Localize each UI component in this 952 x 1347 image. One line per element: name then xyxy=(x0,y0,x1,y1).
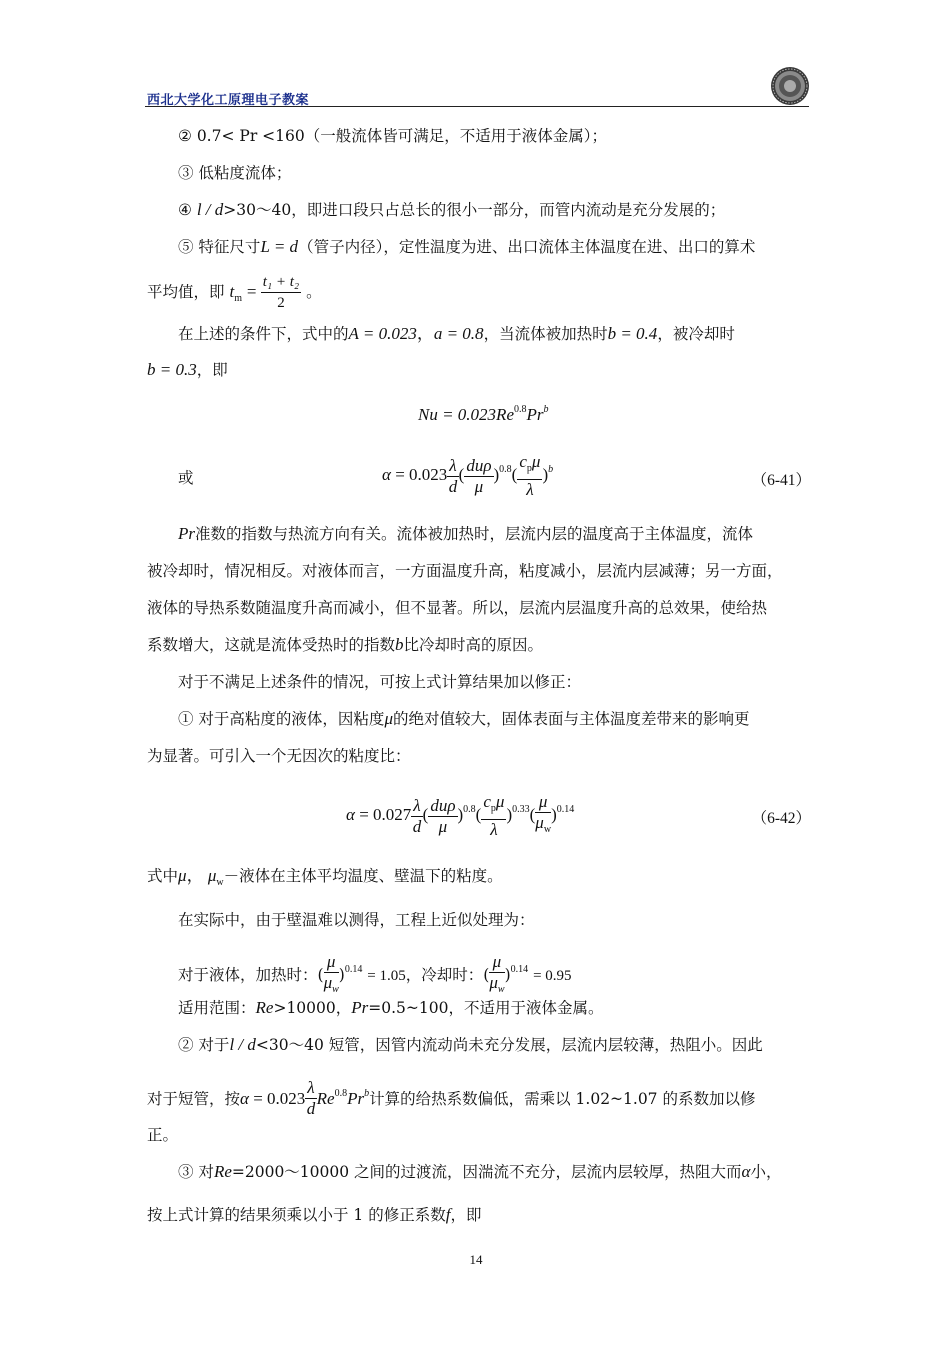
correction-1-b: 为显著。可引入一个无因次的粘度比： xyxy=(147,747,411,765)
header-title: 西北大学化工原理电子教案 xyxy=(147,93,310,108)
para-pr-2: 被冷却时，情况相反。对液体而言，一方面温度升高，粘度减小，层流内层减薄；另一方面， xyxy=(147,562,783,580)
page-number: 14 xyxy=(469,1252,483,1267)
equation-number-6-41: （6-41） xyxy=(751,472,811,489)
range-line: 适用范围：Re>10000，Pr=0.5~100，不适用于液体金属。 xyxy=(178,998,604,1017)
para-pr-1: Pr准数的指数与热流方向有关。流体被加热时，层流内层的温度高于主体温度，流体 xyxy=(178,524,754,543)
liquid-approx-line: 对于液体，加热时：( $\frac{\mu}{\mu_w}$ )$^{0.14}$ = 1.05，冷却时：( $\frac{\mu}{\mu_w}$ )$^{0.14}$ = 0.95 xyxy=(178,952,572,995)
nu-equation: $Nu = 0.023Re^{0.8}Pr^b$ xyxy=(418,404,549,424)
para-pr-3: 液体的导热系数随温度升高而减小，但不显著。所以，层流内层温度升高的总效果，使给热 xyxy=(147,599,768,617)
correction-3-a: ③ 对Re=2000～10000 之间的过渡流，因湍流不充分，层流内层较厚，热阻大而α小， xyxy=(178,1162,782,1181)
alpha-equation-6-41: α = 0.023 $\frac{\lambda}{d}$ ( $\frac{\text{duρ}}{\mu}$ )$^{0.8}$( $\frac{c_p\mu}{\lambda}$ )$^b$ xyxy=(382,452,554,499)
correction-2-b: 对于短管，按α = 0.023 $\frac{\lambda}{d}$ $Re^{0.8}Pr^b$计算的给热系数偏低，需乘以 1.02~1.07 的系数加以修 xyxy=(147,1078,756,1118)
or-label: 或 xyxy=(178,469,194,487)
coef-line-2: b = 0.3，即 xyxy=(147,360,228,379)
condition-3: ③ 低粘度流体； xyxy=(178,164,292,182)
coef-line-1: 在上述的条件下，式中的A = 0.023，a = 0.8，当流体被加热时b = 0.4，被冷却时 xyxy=(178,324,735,343)
condition-4: ④ l / d>30～40，即进口段只占总长的很小一部分，而管内流动是充分发展的； xyxy=(178,200,726,219)
correction-1-a: ① 对于高粘度的液体，因粘度μ的绝对值较大，固体表面与主体温度差带来的影响更 xyxy=(178,709,750,728)
equation-number-6-42: （6-42） xyxy=(751,810,811,827)
correction-3-b: 按上式计算的结果须乘以小于 1 的修正系数f，即 xyxy=(147,1205,482,1224)
university-seal-icon xyxy=(770,66,810,106)
definition-line: 式中μ， $\mu_w-$液体在主体平均温度、壁温下的粘度。 xyxy=(147,866,503,888)
correction-2-c: 正。 xyxy=(147,1126,179,1144)
condition-5: ⑤ 特征尺寸L = d（管子内径），定性温度为进、出口流体主体温度在进、出口的算术 xyxy=(178,237,756,256)
correction-2-a: ② 对于l / d<30～40 短管，因管内流动尚未充分发展，层流内层较薄，热阻小。因此 xyxy=(178,1035,763,1054)
header-rule xyxy=(145,106,809,107)
para-pr-4: 系数增大，这就是流体受热时的指数b比冷却时高的原因。 xyxy=(147,635,544,654)
practice-line: 在实际中，由于壁温难以测得，工程上近似处理为： xyxy=(178,911,535,929)
correction-intro: 对于不满足上述条件的情况，可按上式计算结果加以修正： xyxy=(178,673,582,691)
alpha-equation-6-42: α = 0.027 $\frac{\lambda}{d}$ ( $\frac{\text{duρ}}{\mu}$ )$^{0.8}$( $\frac{c_p\mu}{\lambda}$ )$^{0.33}$( $\frac{\mu}{\mu_w}$ )$^{0.14}$ xyxy=(346,792,575,839)
condition-2: ② 0.7< Pr <160（一般流体皆可满足，不适用于液体金属）； xyxy=(178,127,607,145)
mean-temp-line: 平均值，即 $t_m$ = $\frac{\text{t₁ + t₂}}{2}$ 。 xyxy=(147,274,322,311)
